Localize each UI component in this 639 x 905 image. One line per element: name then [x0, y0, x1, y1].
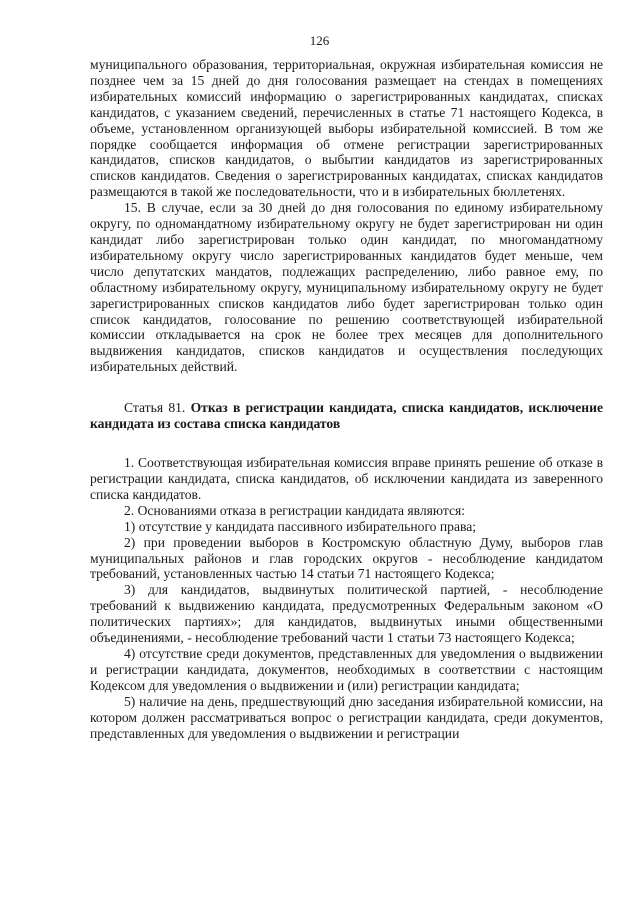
article-heading — [90, 400, 603, 432]
paragraph-item-15: 15. В случае, если за 30 дней до дня голосования по единому избирательному округу, по одномандатному избирательному округу не будет зарегистрирован ни один кандидат либо зарегистрирован только один кандидат, по многомандатному избирательному округу число зарегистрированных кандидатов будет меньше, чем число депутатских мандатов, подлежащих распределению, либо равное ему, по областному избирательному округу, муниципальному избирательному округу не будет зарегистрированных списков кандидатов либо будет зарегистрирован только один список кандидатов, голосование по решению соответствующей избирательной комиссии откладывается на срок не более трех месяцев для дополнительного выдвижения кандидатов, списков кандидатов и осуществления последующих избирательных действий. — [90, 200, 603, 375]
paragraph-part-1: 1. Соответствующая избирательная комиссия вправе принять решение об отказе в регистрации кандидата, списка кандидатов, об исключении кандидата из заверенного списка кандидатов. — [90, 455, 603, 502]
paragraph-part-2: 2. Основаниями отказа в регистрации кандидата являются: — [124, 502, 466, 518]
paragraph-continuation: муниципального образования, территориальная, окружная избирательная комиссия не позднее чем за 15 дней до дня голосования размещает на стендах в помещениях избирательных комиссий информацию о зарегистрированных кандидатах, списках кандидатов, с указанием сведений, перечисленных в статье 71 настоящего Кодекса, в объеме, установленном организующей выборы избирательной комиссией. В том же порядке сообщается информация об отмене регистрации зарегистрированных кандидатов, списков кандидатов, о выбытии кандидатов из зарегистрированных списков кандидатов. Сведения о зарегистрированных кандидатах, списках кандидатов размещаются в такой же последовательности, что и в избирательных бюллетенях. — [90, 57, 603, 200]
article-title: Отказ в регистрации кандидата, списка кандидатов, исключение кандидата из состава списка кандидатов — [90, 400, 603, 432]
paragraph-clause-2: 2) при проведении выборов в Костромскую областную Думу, выборов глав муниципальных районов и глав городских округов - несоблюдение кандидатом требований, установленных частью 14 статьи 71 настоящего Кодекса; — [90, 534, 603, 582]
paragraph-clause-4: 4) отсутствие среди документов, представленных для уведомления о выдвижении и регистрации кандидата, документов, необходимых в соответствии с настоящим Кодексом для уведомления о выдвижении и (или) регистрации кандидата; — [90, 646, 603, 693]
document-body — [90, 57, 603, 741]
article-label: Статья 81. — [124, 400, 186, 416]
paragraph-clause-5: 5) наличие на день, предшествующий дню заседания избирательной комиссии, на котором должен рассматриваться вопрос о регистрации кандидата, среди документов, представленных для уведомления о выдвижении и регистрации — [90, 693, 603, 741]
paragraph-clause-1: 1) отсутствие у кандидата пассивного избирательного права; — [124, 518, 477, 534]
page-number: 126 — [309, 33, 330, 48]
paragraph-clause-3: 3) для кандидатов, выдвинутых политической партией, - несоблюдение требований к выдвижению кандидата, предусмотренных Федеральным законом «О политических партиях»; для кандидатов, выдвинутых иными общественными объединениями, - несоблюдение требований части 1 статьи 73 настоящего Кодекса; — [90, 582, 603, 646]
